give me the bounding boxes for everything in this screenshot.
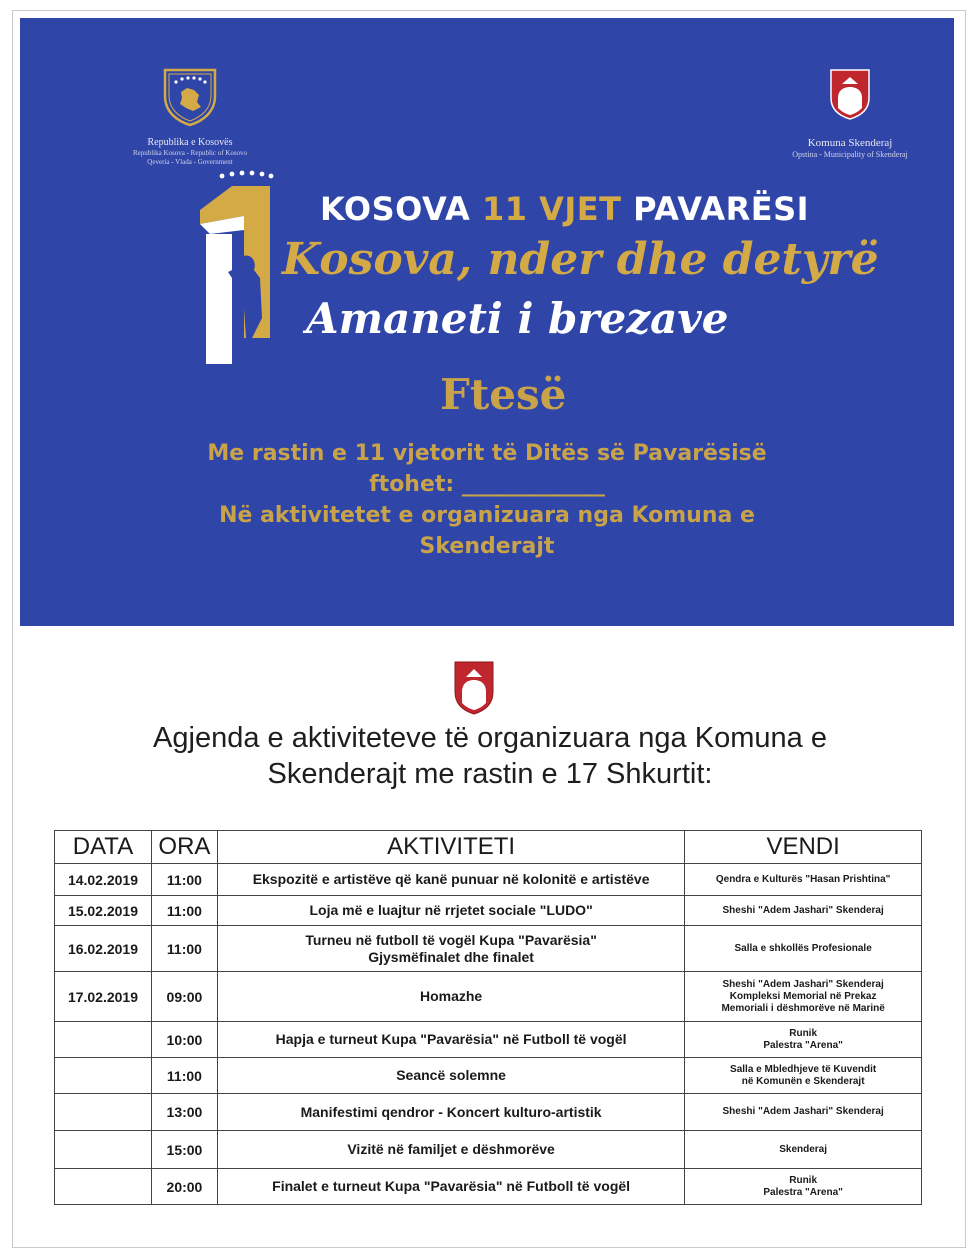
date-cell: 16.02.2019: [55, 926, 152, 972]
date-cell: 14.02.2019: [55, 864, 152, 896]
venue-line: Sheshi "Adem Jashari" Skenderaj: [722, 1106, 884, 1117]
headline-prefix: KOSOVA: [320, 190, 482, 228]
agenda-title: [40, 720, 940, 792]
invitation-line: Skenderajt: [419, 534, 555, 559]
activity-line: Turneu në futboll të vogël Kupa "Pavarësia": [305, 931, 597, 948]
kosovo-coat-of-arms-icon: [159, 66, 221, 128]
table-row: [55, 1131, 922, 1169]
date-cell: [55, 1094, 152, 1131]
table-row: [55, 896, 922, 926]
activity-line: Seancë solemne: [396, 1067, 506, 1083]
column-header-venue: VENDI: [685, 831, 922, 864]
venue-cell: [685, 972, 922, 1022]
activity-line: Homazhe: [419, 988, 483, 1004]
date-cell: [55, 1058, 152, 1094]
venue-line: Skenderaj: [779, 1143, 828, 1155]
headline: [320, 190, 809, 228]
invitation-line: Me rastin e 11 vjetorit të Ditës së Pavarësisë: [207, 441, 767, 466]
column-header-date: DATA: [55, 831, 152, 864]
headline-years: 11 VJET: [481, 190, 622, 228]
table-row: [55, 1169, 922, 1205]
time-cell: 09:00: [151, 972, 217, 1022]
venue-cell: [685, 926, 922, 972]
time-cell: 11:00: [151, 1058, 217, 1094]
column-header-time: ORA: [151, 831, 217, 864]
skenderaj-crest-icon: [828, 68, 872, 120]
venue-line: Qendra e Kulturës "Hasan Prishtina": [715, 873, 891, 885]
activity-cell: [217, 896, 684, 926]
activity-line: Manifestimi qendror - Koncert kulturo-artistik: [300, 1103, 602, 1120]
table-row: [55, 1022, 922, 1058]
government-logo: [110, 66, 270, 167]
municipality-logo: [760, 68, 940, 160]
venue-line: Palestra "Arena": [763, 1039, 843, 1051]
invitation-line-invitee: ftohet: _____________: [369, 472, 605, 497]
venue-line: Sheshi "Adem Jashari" Skenderaj: [722, 904, 884, 916]
venue-line: Kompleksi Memorial në Prekaz: [729, 990, 877, 1002]
skenderaj-crest-icon: [452, 660, 496, 716]
time-cell: 15:00: [151, 1131, 217, 1169]
time-cell: 11:00: [151, 864, 217, 896]
activity-cell: [217, 1169, 684, 1205]
slogan-line1: Kosova, nder dhe detyrë: [282, 234, 879, 285]
municipality-logo-line2: Opstina - Municipality of Skenderaj: [792, 150, 908, 159]
date-cell: [55, 1169, 152, 1205]
agenda-title-line2: Skenderajt me rastin e 17 Shkurtit:: [267, 758, 713, 790]
venue-cell: [685, 1058, 922, 1094]
invitation-line: Në aktivitetet e organizuara nga Komuna e: [219, 503, 755, 528]
venue-cell: [685, 896, 922, 926]
date-cell: [55, 1131, 152, 1169]
table-row: [55, 1094, 922, 1131]
government-logo-line3: Qeveria - Vlada - Government: [147, 158, 233, 166]
activity-cell: [217, 1058, 684, 1094]
date-cell: 15.02.2019: [55, 896, 152, 926]
time-cell: 11:00: [151, 896, 217, 926]
activity-line: Hapja e turneut Kupa "Pavarësia" në Futboll të vogël: [275, 1031, 627, 1047]
table-row: [55, 972, 922, 1022]
activity-cell: [217, 1131, 684, 1169]
date-cell: [55, 1022, 152, 1058]
venue-line: Salla e Mbledhjeve të Kuvendit: [730, 1063, 877, 1075]
venue-line: Memoriali i dëshmorëve në Marinë: [721, 1002, 885, 1014]
activity-line: Loja më e luajtur në rrjetet sociale "LUDO": [309, 902, 593, 918]
invitation-text: [20, 438, 954, 562]
time-cell: 11:00: [151, 926, 217, 972]
agenda-title-line1: Agjenda e aktiviteteve të organizuara nga Komuna e: [153, 722, 827, 754]
government-logo-line1: Republika e Kosovës: [147, 137, 233, 148]
venue-cell: [685, 1169, 922, 1205]
municipality-logo-line1: Komuna Skenderaj: [807, 137, 893, 149]
venue-line: Runik: [789, 1027, 818, 1039]
activity-line: Ekspozitë e artistëve që kanë punuar në kolonitë e artistëve: [252, 871, 650, 887]
venue-line: Runik: [789, 1174, 818, 1186]
venue-cell: [685, 864, 922, 896]
government-logo-line2: Republika Kosova - Republic of Kosovo: [132, 149, 248, 157]
venue-line: Salla e shkollës Profesionale: [734, 942, 872, 954]
column-header-activity: AKTIVITETI: [217, 831, 684, 864]
activity-line: Finalet e turneut Kupa "Pavarësia" në Futboll të vogël: [272, 1178, 631, 1194]
time-cell: 13:00: [151, 1094, 217, 1131]
time-cell: 20:00: [151, 1169, 217, 1205]
activity-cell: [217, 1022, 684, 1058]
agenda-table: [54, 830, 922, 1205]
activity-cell: [217, 1094, 684, 1131]
activity-cell: [217, 864, 684, 896]
venue-line: Palestra "Arena": [763, 1186, 843, 1198]
activity-line: Gjysmëfinalet dhe finalet: [368, 948, 534, 965]
table-row: [55, 926, 922, 972]
venue-line: Sheshi "Adem Jashari" Skenderaj: [722, 978, 884, 990]
activity-cell: [217, 972, 684, 1022]
number-one-salute-emblem-icon: [192, 168, 282, 368]
venue-cell: [685, 1094, 922, 1131]
time-cell: 10:00: [151, 1022, 217, 1058]
invitation-word: Ftesë: [440, 370, 567, 419]
slogan-line2: Amaneti i brezave: [306, 294, 729, 343]
agenda-header-row: [55, 831, 922, 864]
activity-line: Vizitë në familjet e dëshmorëve: [347, 1141, 555, 1157]
table-row: [55, 864, 922, 896]
date-cell: 17.02.2019: [55, 972, 152, 1022]
venue-line: në Komunën e Skenderajt: [741, 1075, 865, 1087]
venue-cell: [685, 1022, 922, 1058]
venue-cell: [685, 1131, 922, 1169]
table-row: [55, 1058, 922, 1094]
headline-suffix: PAVARËSI: [621, 190, 810, 228]
activity-cell: [217, 926, 684, 972]
